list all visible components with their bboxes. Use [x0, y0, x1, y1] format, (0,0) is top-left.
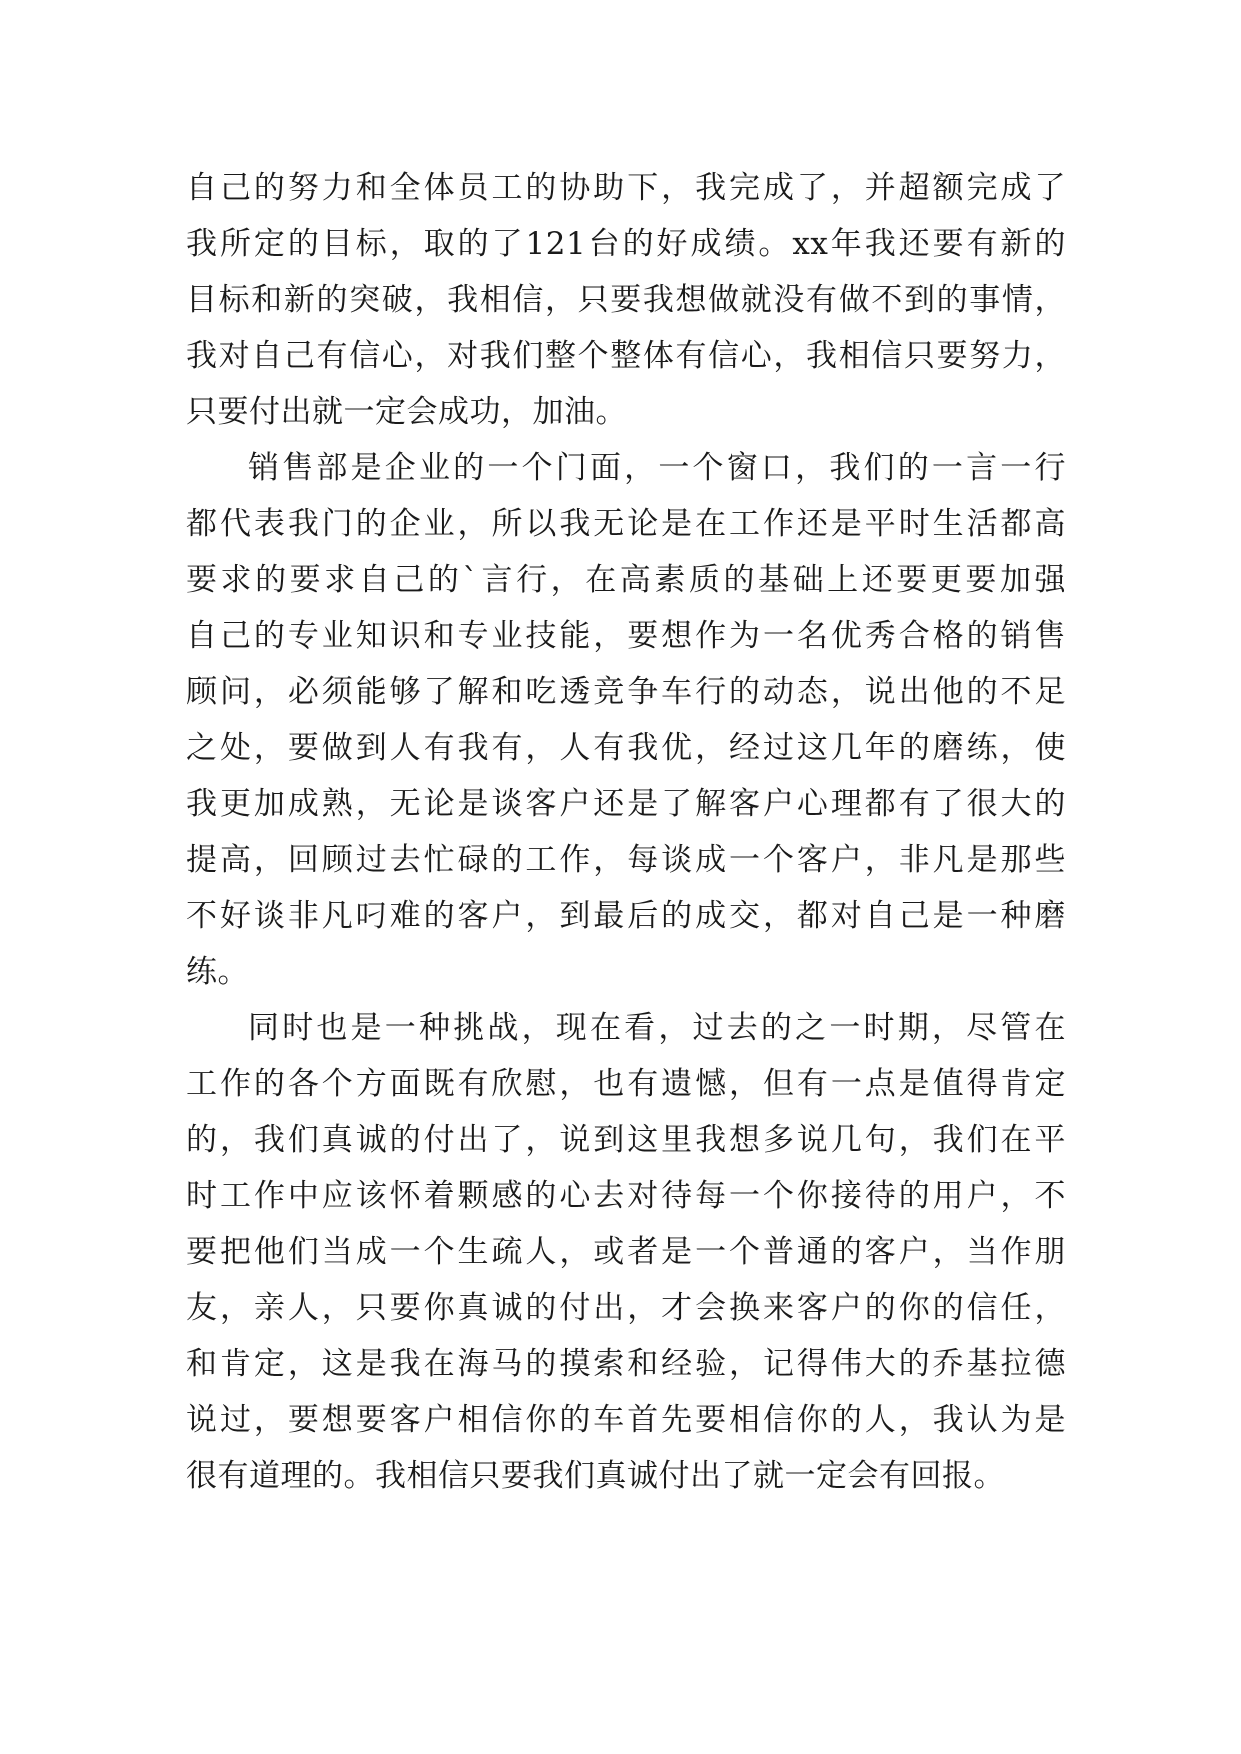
text-line: 我所定的目标，取的了121台的好成绩。xx年我还要有新的: [186, 226, 1066, 262]
text-line: 销售部是企业的一个门面，一个窗口，我们的一言一行: [248, 450, 1066, 486]
text-line: 说过，要想要客户相信你的车首先要相信你的人，我认为是: [186, 1402, 1066, 1438]
text-line: 只要付出就一定会成功，加油。: [186, 394, 627, 430]
text-line: 目标和新的突破，我相信，只要我想做就没有做不到的事情，: [186, 282, 1066, 318]
text-line: 都代表我门的企业，所以我无论是在工作还是平时生活都高: [186, 506, 1066, 542]
text-line: 提高，回顾过去忙碌的工作，每谈成一个客户，非凡是那些: [186, 842, 1066, 878]
text-line: 工作的各个方面既有欣慰，也有遗憾，但有一点是值得肯定: [186, 1066, 1066, 1102]
text-line: 不好谈非凡叼难的客户，到最后的成交，都对自己是一种磨: [186, 898, 1066, 934]
paragraph-3: [186, 1000, 1066, 1504]
text-line: 很有道理的。我相信只要我们真诚付出了就一定会有回报。: [186, 1458, 1005, 1494]
text-line: 之处，要做到人有我有，人有我优，经过这几年的磨练，使: [186, 730, 1066, 766]
text-line: 顾问，必须能够了解和吃透竞争车行的动态，说出他的不足: [186, 674, 1066, 710]
text-line: 自己的努力和全体员工的协助下，我完成了，并超额完成了: [186, 170, 1066, 206]
paragraph-1: [186, 160, 1066, 440]
document-body: [186, 160, 1066, 1504]
text-line: 同时也是一种挑战，现在看，过去的之一时期，尽管在: [248, 1010, 1066, 1046]
text-line: 要求的要求自己的`言行，在高素质的基础上还要更要加强: [186, 562, 1066, 598]
text-line: 要把他们当成一个生疏人，或者是一个普通的客户，当作朋: [186, 1234, 1066, 1270]
text-line: 自己的专业知识和专业技能，要想作为一名优秀合格的销售: [186, 618, 1066, 654]
paragraph-2: [186, 440, 1066, 1000]
text-line: 友，亲人，只要你真诚的付出，才会换来客户的你的信任，: [186, 1290, 1066, 1326]
text-line: 我更加成熟，无论是谈客户还是了解客户心理都有了很大的: [186, 786, 1066, 822]
text-line: 时工作中应该怀着颗感的心去对待每一个你接待的用户，不: [186, 1178, 1066, 1214]
text-line: 和肯定，这是我在海马的摸索和经验，记得伟大的乔基拉德: [186, 1346, 1066, 1382]
text-line: 的，我们真诚的付出了，说到这里我想多说几句，我们在平: [186, 1122, 1066, 1158]
text-line: 练。: [186, 954, 249, 990]
text-line: 我对自己有信心，对我们整个整体有信心，我相信只要努力，: [186, 338, 1066, 374]
